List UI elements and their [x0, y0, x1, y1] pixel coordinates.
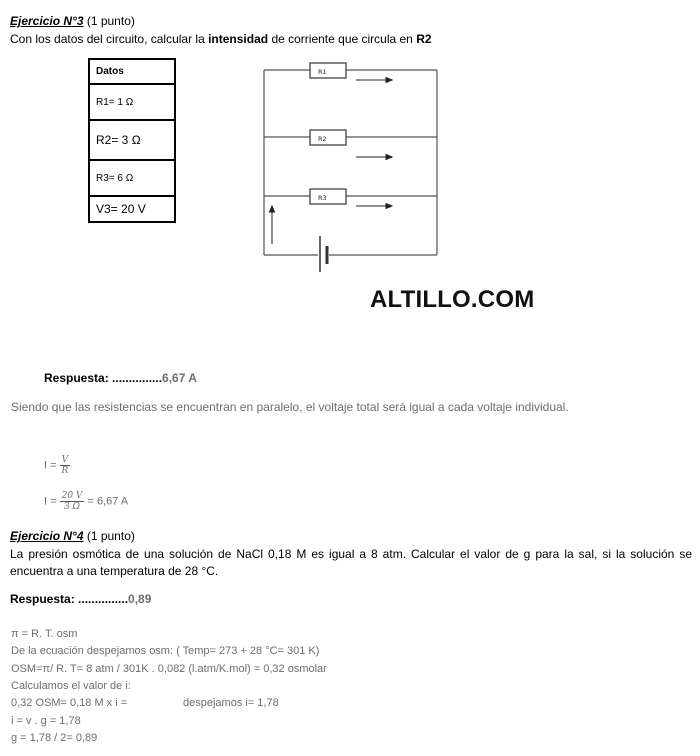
- formula-1-fraction: [60, 455, 71, 476]
- watermark: ALTILLO.COM: [370, 286, 535, 313]
- formula-2-num: 20 V: [61, 491, 83, 501]
- work-line-4: Calculamos el valor de i:: [11, 680, 131, 692]
- datos-table: [88, 58, 176, 223]
- ej4-title: Ejercicio N°4: [10, 529, 84, 543]
- ej4-statement: La presión osmótica de una solución de NaCl 0,18 M es igual a 8 atm. Calcular el valor de g para la sal, si la solución se encuentra a una temperatura de 28 °C.: [10, 547, 692, 578]
- work-line-6: despejamos i= 1,78: [183, 697, 279, 709]
- resistor-r3: [310, 189, 346, 204]
- answer4: [10, 592, 151, 606]
- answer3-value: 6,67 A: [162, 371, 197, 385]
- ej3-title: Ejercicio N°3: [10, 14, 84, 28]
- work-line-1: π = R. T. osm: [11, 628, 78, 640]
- ej3-statement-bold: intensidad: [208, 32, 269, 46]
- ej3-statement-part: de corriente que circula en: [268, 32, 417, 46]
- datos-r2: R2= 3 Ω: [89, 120, 175, 160]
- ej4-heading: [10, 529, 135, 543]
- circuit-diagram: [260, 58, 445, 274]
- ej3-points: (1 punto): [83, 14, 135, 28]
- datos-header: Datos: [89, 59, 175, 84]
- explanation: Siendo que las resistencias se encuentran en paralelo, el voltaje total será igual a cada voltaje individual.: [11, 400, 569, 414]
- formula-2-rhs: = 6,67 A: [84, 495, 129, 508]
- formula-1-den: R: [61, 466, 69, 476]
- formula-2-lhs: I =: [44, 495, 60, 508]
- formula-2: [44, 491, 128, 512]
- answer3: [44, 371, 197, 385]
- ej4-points: (1 punto): [83, 529, 135, 543]
- work-line-7: i = v . g = 1,78: [11, 715, 81, 727]
- ej3-statement-bold: R2: [416, 32, 432, 46]
- formula-1-num: V: [61, 455, 69, 465]
- work-line-8: g = 1,78 / 2= 0,89: [11, 732, 98, 744]
- work-line-3: OSM=π/ R. T= 8 atm / 301K . 0,082 (l.atm/K.mol) = 0,32 osmolar: [11, 663, 327, 675]
- datos-r1: R1= 1 Ω: [89, 84, 175, 120]
- formula-2-den: 3 Ω: [63, 502, 81, 512]
- label-r2: R2: [318, 135, 327, 143]
- formula-1-lhs: I =: [44, 459, 60, 472]
- resistor-r1: [310, 63, 346, 78]
- resistor-r2: [310, 130, 346, 145]
- formula-2-fraction: [60, 491, 85, 512]
- answer4-value: 0,89: [128, 592, 152, 606]
- datos-r3: R3= 6 Ω: [89, 160, 175, 196]
- ej3-statement: [10, 32, 432, 46]
- formula-1: [44, 455, 70, 476]
- ej3-heading: [10, 14, 135, 28]
- work-line-5: 0,32 OSM= 0,18 M x i =: [11, 697, 128, 709]
- ej3-statement-part: Con los datos del circuito, calcular la: [10, 32, 209, 46]
- label-r1: R1: [318, 68, 327, 76]
- datos-v3: V3= 20 V: [89, 196, 175, 222]
- answer4-label: Respuesta: ...............: [10, 592, 129, 606]
- work-line-2: De la ecuación despejamos osm: ( Temp= 273 + 28 °C= 301 K): [11, 645, 320, 657]
- answer3-label: Respuesta: ...............: [44, 371, 163, 385]
- label-r3: R3: [318, 194, 327, 202]
